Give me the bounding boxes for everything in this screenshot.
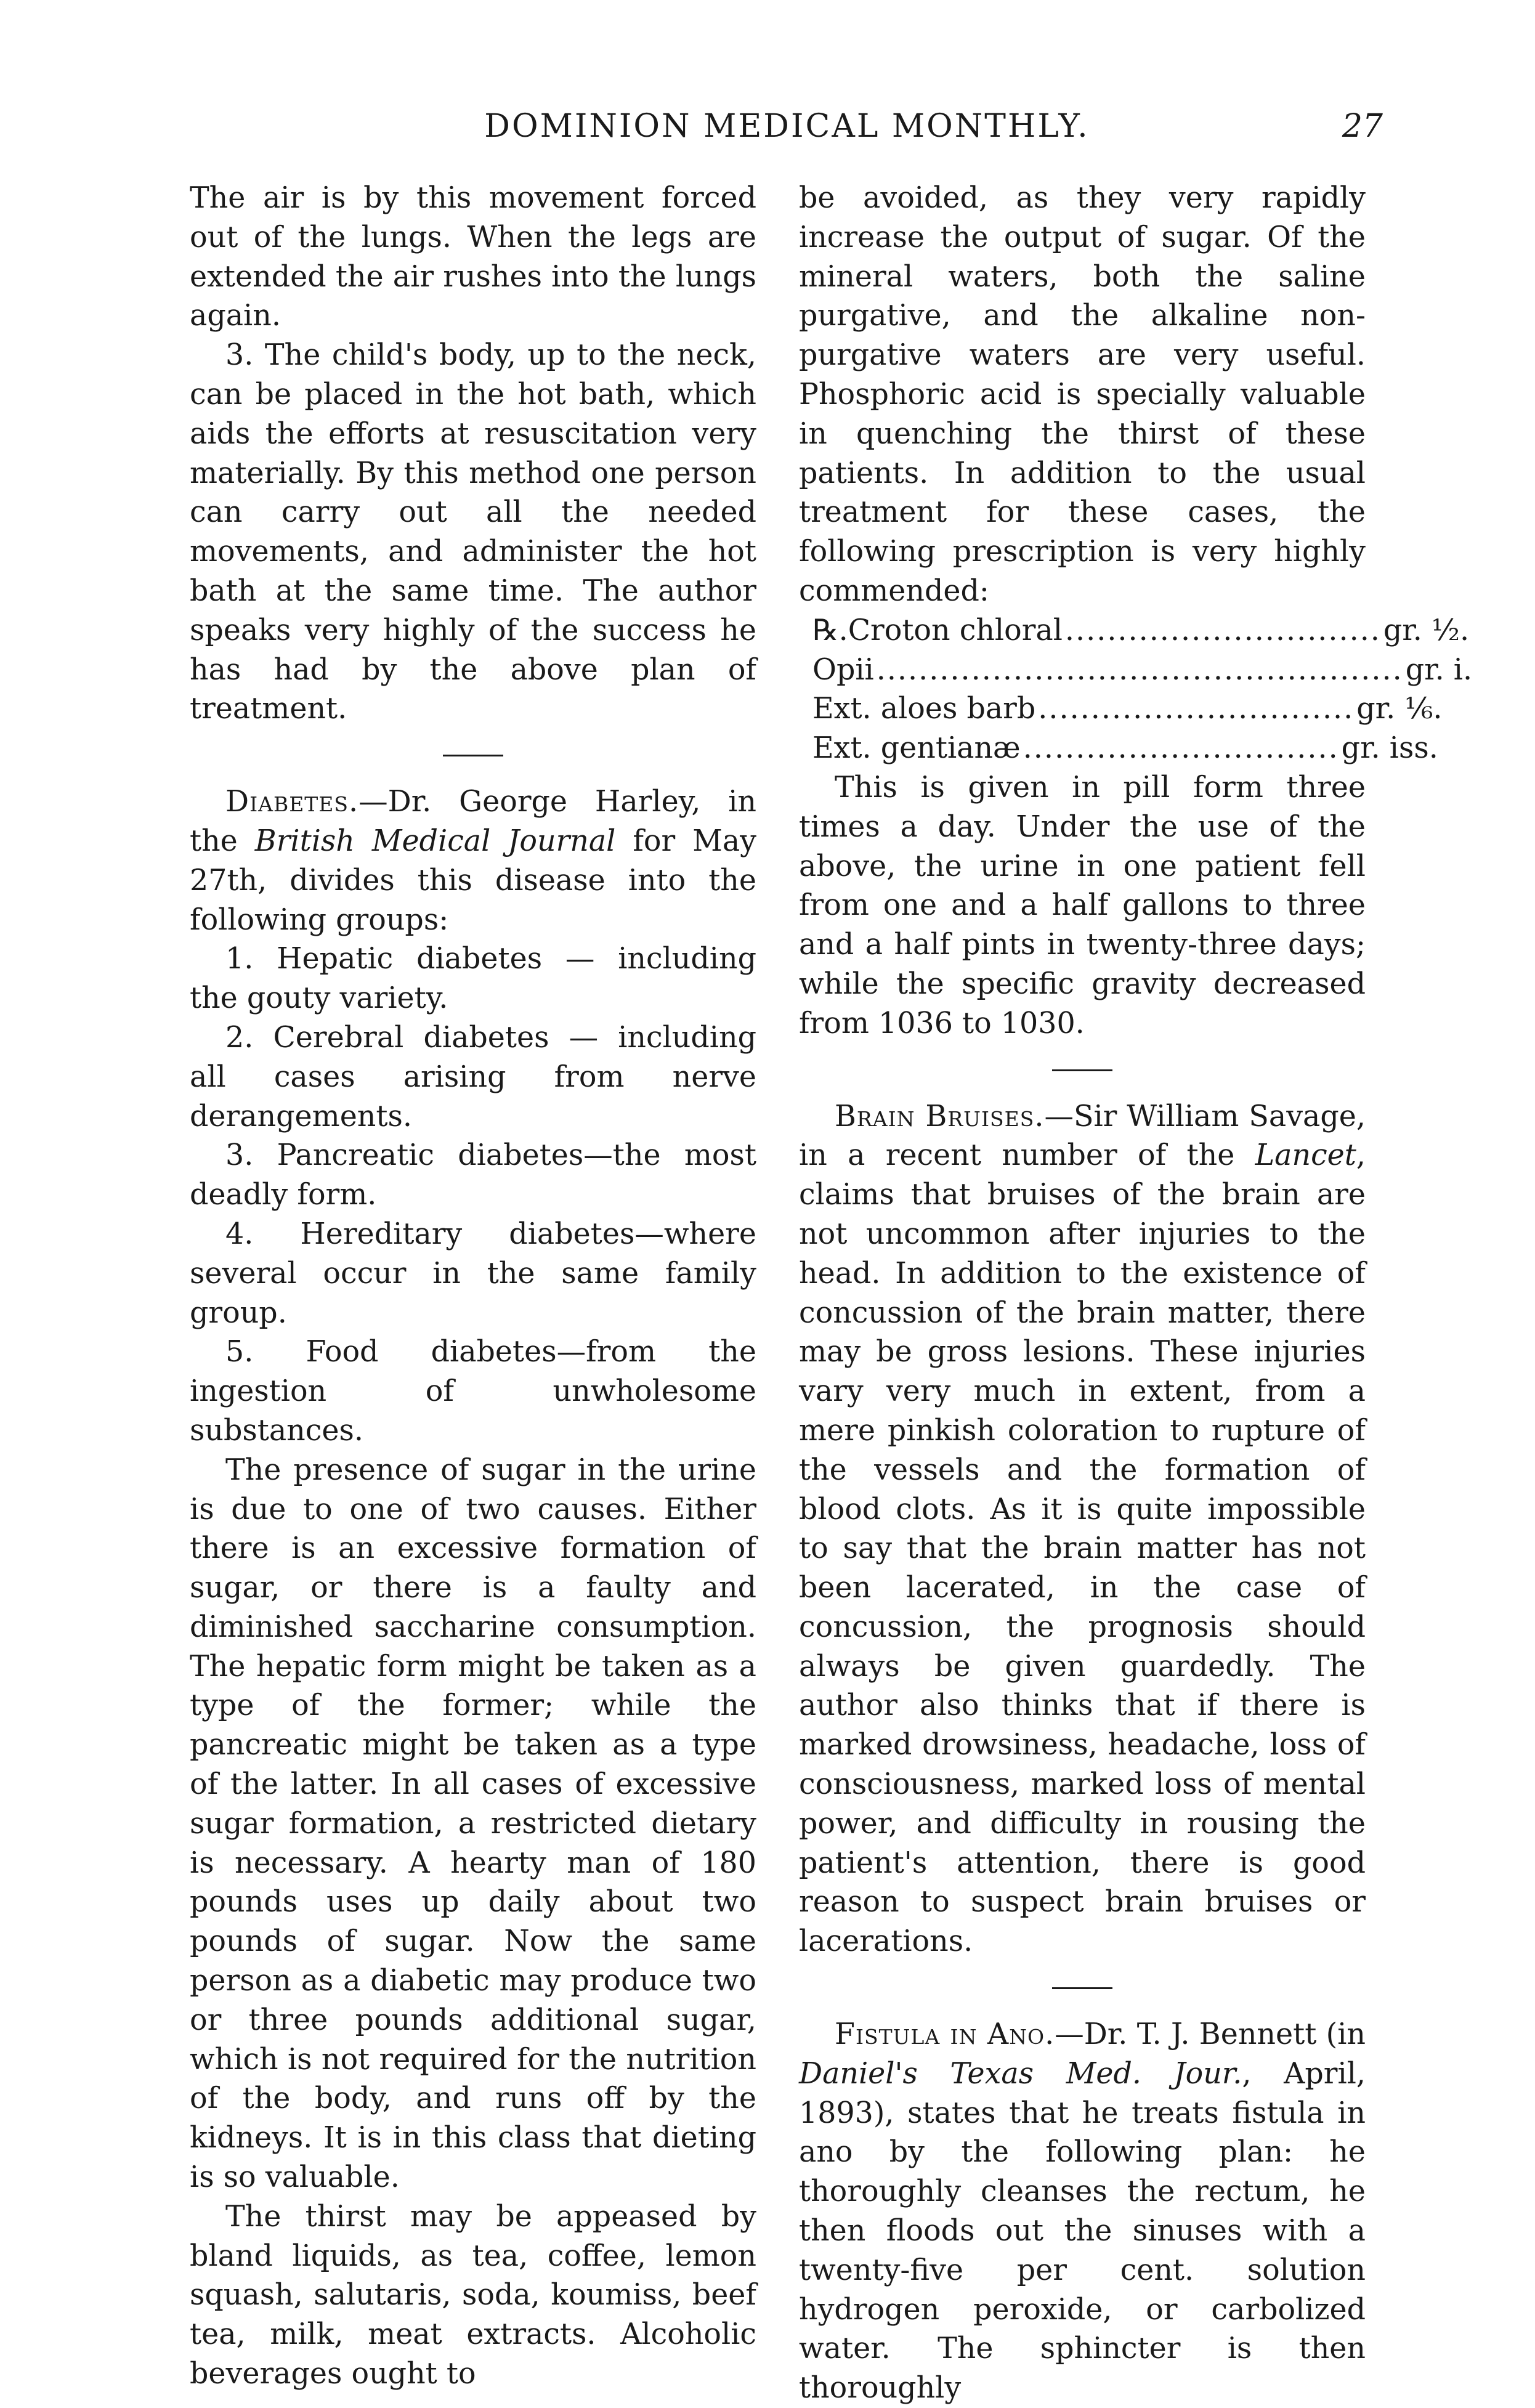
section-heading-brain-bruises: Brain Bruises. — [835, 1099, 1045, 1133]
recipe-symbol — [799, 689, 812, 729]
section-heading-fistula: Fistula in Ano. — [835, 2017, 1055, 2052]
journal-citation: Daniel's Texas Med. Jour. — [799, 2056, 1242, 2091]
diabetes-intro — [190, 782, 756, 939]
prescription-line — [799, 689, 1443, 729]
leader-dots: .............................. — [1064, 613, 1381, 647]
drug-name: Opii — [812, 652, 874, 687]
prescription — [799, 611, 1473, 768]
drug-name: Ext. gentianæ — [812, 731, 1021, 766]
paragraph: 3. The child's body, up to the neck, can be placed in the hot bath, which aids the efforts at resuscitation very materially. By this method one person can carry out all the needed movements, and administer the hot bath at the same time. The author speaks very highly of the success he has had by the above plan of treatment. — [190, 338, 756, 726]
recipe-symbol — [799, 729, 812, 768]
list-item: 2. Cerebral diabetes — including all cases arising from nerve derangements. — [190, 1020, 756, 1133]
recipe-symbol: ℞. — [812, 613, 848, 647]
diabetes-intro-text-a: —Dr. George Harley, in the — [190, 785, 756, 858]
paragraph: The air is by this movement forced out of the lungs. When the legs are extended the air rushes into the lungs again. — [190, 181, 756, 333]
paragraph: The thirst may be appeased by bland liquids, as tea, coffee, lemon squash, salutaris, soda, koumiss, beef tea, milk, meat extracts. Alcoholic beverages ought to — [190, 2199, 756, 2391]
section-heading-diabetes: Diabetes. — [225, 785, 359, 819]
prescription-line — [799, 611, 1470, 651]
leader-dots: .............................. — [1038, 692, 1355, 726]
journal-citation: Lancet — [1255, 1138, 1356, 1173]
drug-dose: gr. iss. — [1341, 731, 1438, 766]
paragraph: be avoided, as they very rapidly increase the output of sugar. Of the mineral waters, both the saline purgative, and the alkaline non-purgative waters are very useful. Phosphoric acid is specially valuable in quenching the thirst of these patients. In addition to the usual treatment for these cases, the following prescription is very highly commended: — [799, 181, 1366, 608]
prescription-line — [799, 729, 1438, 768]
left-column — [190, 179, 756, 2394]
brain-text-b: , claims that bruises of the brain are not uncommon after injuries to the head. In addition to the existence of concussion of the brain matter, there may be gross lesions. These injuries vary very much in extent, from a mere pinkish coloration to rupture of the vessels and the formation of blood clots. As it is quite impossible to say that the brain matter has not been lacerated, in the case of concussion, the prognosis should always be given guardedly. The author also thinks that if there is marked drowsiness, headache, loss of consciousness, marked loss of mental power, and difficulty in rousing the patient's attention, there is good reason to suspect brain bruises or lacerations. — [799, 1138, 1366, 1959]
list-item: 1. Hepatic diabetes — including the gouty variety. — [190, 942, 756, 1016]
leader-dots: .................................................. — [876, 652, 1403, 687]
journal-title: DOMINION MEDICAL MONTHLY. — [484, 108, 1090, 145]
recipe-symbol — [799, 651, 812, 690]
section-divider — [443, 755, 503, 756]
section-divider — [1052, 1069, 1112, 1071]
paragraph: The presence of sugar in the urine is due to one of two causes. Either there is an excessive formation of sugar, or there is a faulty and diminished saccharine consumption. The hepatic form might be taken as a type of the former; while the pancreatic might be taken as a type of the latter. In all cases of excessive sugar formation, a restricted dietary is necessary. A hearty man of 180 pounds uses up daily about two pounds of sugar. Now the same person as a diabetic may produce two or three pounds additional sugar, which is not required for the nutrition of the body, and runs off by the kidneys. It is in this class that dieting is so valuable. — [190, 1453, 756, 2195]
list-item: 4. Hereditary diabetes—where several occur in the same family group. — [190, 1217, 756, 1330]
section-divider — [1052, 1987, 1112, 1989]
leader-dots: .............................. — [1023, 731, 1339, 766]
drug-dose: gr. ⅙. — [1356, 692, 1443, 726]
brain-bruises-paragraph — [799, 1097, 1366, 1962]
drug-dose: gr. ½. — [1383, 613, 1470, 647]
fistula-paragraph — [799, 2015, 1366, 2408]
list-item: 3. Pancreatic diabetes—the most deadly form. — [190, 1138, 756, 1212]
drug-name: Ext. aloes barb — [812, 692, 1036, 726]
drug-dose: gr. i. — [1405, 652, 1473, 687]
diabetes-intro-text-b: for May 27th, divides this disease into the following groups: — [190, 824, 757, 937]
journal-citation: British Medical Journal — [254, 824, 616, 858]
prescription-line — [799, 651, 1473, 690]
right-column — [799, 179, 1473, 2408]
list-item: 5. Food diabetes—from the ingestion of unwholesome substances. — [190, 1335, 756, 1448]
brain-text-a: —Sir William Savage, in a recent number of the — [799, 1099, 1366, 1173]
drug-name: Croton chloral — [848, 613, 1063, 647]
page-number: 27 — [1342, 108, 1383, 145]
paragraph: This is given in pill form three times a day. Under the use of the above, the urine in one patient fell from one and a half gallons to three and a half pints in twenty-three days; while the specific gravity decreased from 1036 to 1030. — [799, 770, 1366, 1040]
running-header — [191, 108, 1383, 157]
fistula-text-a: —Dr. T. J. Bennett (in — [1055, 2017, 1366, 2052]
fistula-text-b: , April, 1893), states that he treats fistula in ano by the following plan: he thoroughly cleanses the rectum, he then floods out the sinuses with a twenty-five per cent. solution hydrogen peroxide, or carbolized water. The sphincter is then thoroughly — [799, 2056, 1366, 2406]
